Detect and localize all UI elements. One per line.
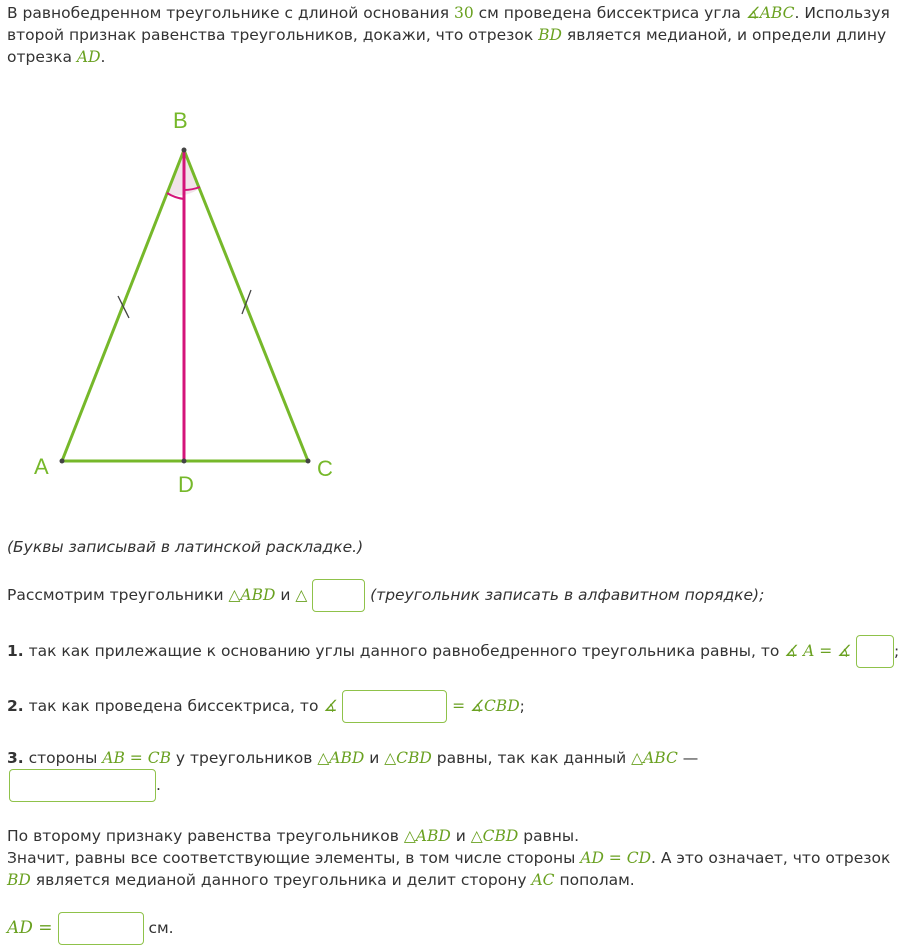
conclusion-line-3: BD является медианой данного треугольника и делит сторону AC пополам. (7, 871, 635, 889)
label-b: B (173, 108, 188, 133)
triangle-type-input[interactable] (9, 769, 156, 802)
point-c (306, 459, 311, 464)
label-d: D (178, 472, 194, 497)
triangle-input[interactable] (312, 579, 365, 612)
angle-abd-input[interactable] (342, 690, 447, 723)
point-b (182, 148, 187, 153)
conclusion-line-1: По второму признаку равенства треугольников △ABD и △CBD равны. (7, 827, 580, 845)
angle-c-input[interactable] (856, 635, 894, 668)
conclusion-line-2: Значит, равны все соответствующие элементы, в том числе стороны AD = CD. А это означает, что отрезок (7, 849, 891, 867)
task-line-2: второй признак равенства треугольников, докажи, что отрезок BD является медианой, и определи длину (7, 26, 887, 44)
point-d (182, 459, 187, 464)
step-1: 1. так как прилежащие к основанию углы данного равнобедренного треугольника равны, то ∡ A = ∡ ; (7, 635, 869, 668)
angle-abc: ∡ABC (745, 4, 795, 22)
task-line-1: В равнобедренном треугольнике с длиной основания 30 см проведена биссектриса угла ∡ABC. Используя (7, 4, 890, 22)
layout-note: (Буквы записывай в латинской раскладке.) (7, 538, 364, 556)
ad-length-input[interactable] (58, 912, 144, 945)
step-3: 3. стороны AB = CB у треугольников △ABD и △CBD равны, так как данный △ABC — (7, 749, 699, 767)
label-a: A (34, 454, 49, 479)
task-line-3: отрезка AD. (7, 48, 106, 66)
step-2: 2. так как проведена биссектриса, то ∡ = ∡CBD; (7, 690, 869, 723)
side-bc (184, 150, 308, 461)
answer-line: AD = см. (7, 912, 869, 945)
point-a (60, 459, 65, 464)
triangle-figure (0, 95, 360, 505)
label-c: C (317, 456, 333, 481)
step-3-answer: . (7, 769, 869, 802)
consider-line: Рассмотрим треугольники △ABD и △ (треугольник записать в алфавитном порядке); (7, 579, 869, 612)
